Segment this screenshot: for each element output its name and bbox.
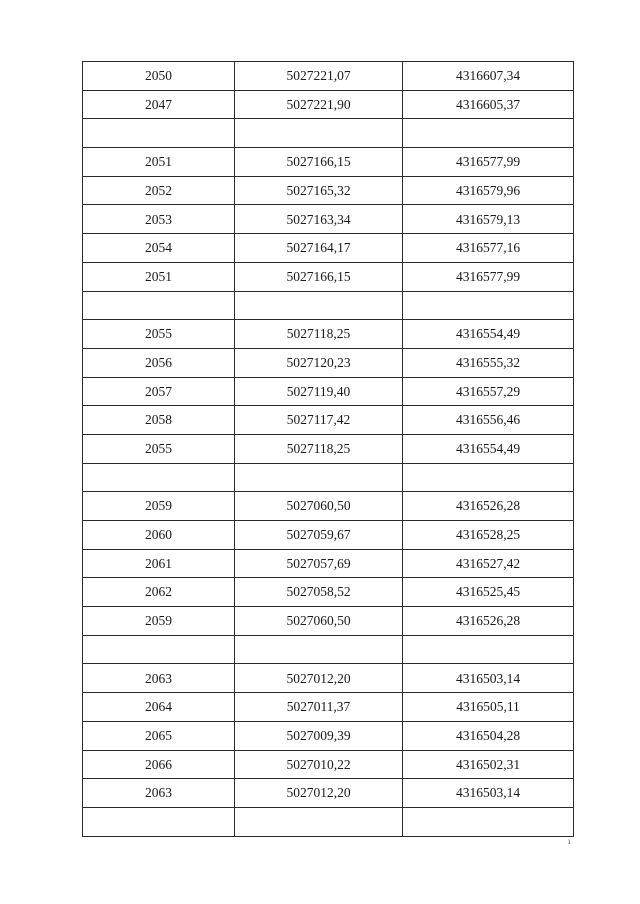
- x-coordinate-cell: 5027221,90: [235, 90, 403, 119]
- x-coordinate-cell: 5027010,22: [235, 750, 403, 779]
- y-coordinate-cell: 4316503,14: [403, 779, 574, 808]
- y-coordinate-cell: 4316579,96: [403, 176, 574, 205]
- x-coordinate-cell: 5027059,67: [235, 521, 403, 550]
- y-coordinate-cell: [403, 291, 574, 320]
- point-number-cell: 2066: [83, 750, 235, 779]
- table-separator-row: [83, 291, 574, 320]
- point-number-cell: 2057: [83, 377, 235, 406]
- table-row: [83, 377, 574, 406]
- point-number-cell: 2051: [83, 148, 235, 177]
- table-row: [83, 320, 574, 349]
- x-coordinate-cell: 5027166,15: [235, 148, 403, 177]
- table-row: [83, 148, 574, 177]
- table-separator-row: [83, 119, 574, 148]
- point-number-cell: 2052: [83, 176, 235, 205]
- y-coordinate-cell: 4316554,49: [403, 320, 574, 349]
- y-coordinate-cell: 4316556,46: [403, 406, 574, 435]
- x-coordinate-cell: 5027118,25: [235, 320, 403, 349]
- point-number-cell: 2047: [83, 90, 235, 119]
- x-coordinate-cell: [235, 635, 403, 664]
- x-coordinate-cell: 5027060,50: [235, 492, 403, 521]
- x-coordinate-cell: [235, 807, 403, 836]
- x-coordinate-cell: 5027012,20: [235, 779, 403, 808]
- x-coordinate-cell: 5027118,25: [235, 434, 403, 463]
- x-coordinate-cell: 5027009,39: [235, 721, 403, 750]
- y-coordinate-cell: 4316528,25: [403, 521, 574, 550]
- table-row: [83, 607, 574, 636]
- point-number-cell: [83, 463, 235, 492]
- point-number-cell: 2058: [83, 406, 235, 435]
- point-number-cell: 2059: [83, 492, 235, 521]
- y-coordinate-cell: 4316554,49: [403, 434, 574, 463]
- x-coordinate-cell: 5027012,20: [235, 664, 403, 693]
- point-number-cell: 2064: [83, 693, 235, 722]
- table-separator-row: [83, 807, 574, 836]
- table-row: [83, 521, 574, 550]
- y-coordinate-cell: 4316526,28: [403, 492, 574, 521]
- x-coordinate-cell: [235, 119, 403, 148]
- y-coordinate-cell: 4316525,45: [403, 578, 574, 607]
- table-row: [83, 492, 574, 521]
- table-separator-row: [83, 463, 574, 492]
- point-number-cell: 2055: [83, 320, 235, 349]
- table-row: [83, 176, 574, 205]
- y-coordinate-cell: [403, 807, 574, 836]
- point-number-cell: 2059: [83, 607, 235, 636]
- x-coordinate-cell: 5027011,37: [235, 693, 403, 722]
- point-number-cell: 2065: [83, 721, 235, 750]
- x-coordinate-cell: [235, 463, 403, 492]
- y-coordinate-cell: [403, 119, 574, 148]
- x-coordinate-cell: 5027166,15: [235, 262, 403, 291]
- x-coordinate-cell: 5027164,17: [235, 234, 403, 263]
- y-coordinate-cell: 4316504,28: [403, 721, 574, 750]
- table-row: [83, 693, 574, 722]
- y-coordinate-cell: 4316527,42: [403, 549, 574, 578]
- point-number-cell: [83, 291, 235, 320]
- point-number-cell: [83, 807, 235, 836]
- y-coordinate-cell: 4316526,28: [403, 607, 574, 636]
- table-row: [83, 90, 574, 119]
- point-number-cell: [83, 635, 235, 664]
- y-coordinate-cell: [403, 463, 574, 492]
- x-coordinate-cell: [235, 291, 403, 320]
- table-row: [83, 549, 574, 578]
- y-coordinate-cell: 4316605,37: [403, 90, 574, 119]
- y-coordinate-cell: 4316557,29: [403, 377, 574, 406]
- x-coordinate-cell: 5027058,52: [235, 578, 403, 607]
- x-coordinate-cell: 5027119,40: [235, 377, 403, 406]
- table-row: [83, 578, 574, 607]
- table-separator-row: [83, 635, 574, 664]
- y-coordinate-cell: 4316577,99: [403, 148, 574, 177]
- point-number-cell: 2051: [83, 262, 235, 291]
- x-coordinate-cell: 5027163,34: [235, 205, 403, 234]
- x-coordinate-cell: 5027057,69: [235, 549, 403, 578]
- table-row: [83, 750, 574, 779]
- y-coordinate-cell: 4316505,11: [403, 693, 574, 722]
- y-coordinate-cell: 4316577,99: [403, 262, 574, 291]
- x-coordinate-cell: 5027117,42: [235, 406, 403, 435]
- point-number-cell: 2061: [83, 549, 235, 578]
- point-number-cell: 2054: [83, 234, 235, 263]
- page-mark: ı: [568, 836, 571, 846]
- coordinates-table-body: [83, 62, 574, 837]
- table-row: [83, 234, 574, 263]
- y-coordinate-cell: 4316579,13: [403, 205, 574, 234]
- x-coordinate-cell: 5027221,07: [235, 62, 403, 91]
- point-number-cell: [83, 119, 235, 148]
- table-row: [83, 779, 574, 808]
- coordinates-table: [82, 61, 574, 837]
- y-coordinate-cell: 4316577,16: [403, 234, 574, 263]
- table-row: [83, 348, 574, 377]
- x-coordinate-cell: 5027120,23: [235, 348, 403, 377]
- table-row: [83, 205, 574, 234]
- point-number-cell: 2063: [83, 779, 235, 808]
- x-coordinate-cell: 5027060,50: [235, 607, 403, 636]
- point-number-cell: 2060: [83, 521, 235, 550]
- table-row: [83, 721, 574, 750]
- point-number-cell: 2062: [83, 578, 235, 607]
- point-number-cell: 2063: [83, 664, 235, 693]
- table-row: [83, 262, 574, 291]
- table-row: [83, 62, 574, 91]
- y-coordinate-cell: 4316503,14: [403, 664, 574, 693]
- y-coordinate-cell: 4316607,34: [403, 62, 574, 91]
- y-coordinate-cell: [403, 635, 574, 664]
- y-coordinate-cell: 4316502,31: [403, 750, 574, 779]
- y-coordinate-cell: 4316555,32: [403, 348, 574, 377]
- table-row: [83, 406, 574, 435]
- point-number-cell: 2056: [83, 348, 235, 377]
- table-row: [83, 434, 574, 463]
- point-number-cell: 2053: [83, 205, 235, 234]
- point-number-cell: 2055: [83, 434, 235, 463]
- table-row: [83, 664, 574, 693]
- x-coordinate-cell: 5027165,32: [235, 176, 403, 205]
- point-number-cell: 2050: [83, 62, 235, 91]
